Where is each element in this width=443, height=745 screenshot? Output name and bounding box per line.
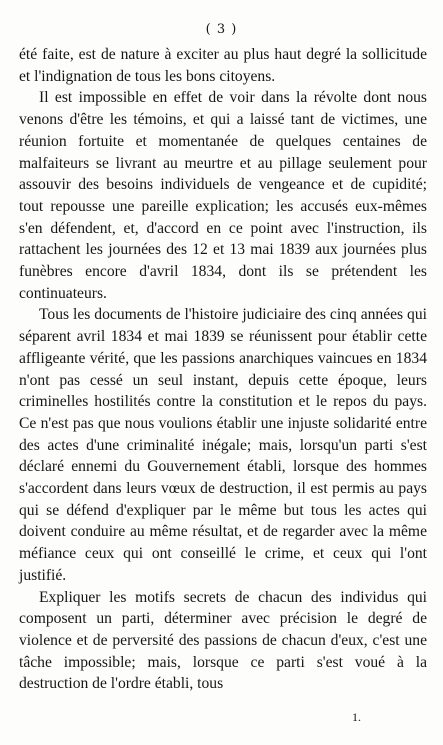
signature-mark: 1. [352, 710, 361, 724]
paragraph-continuation: été faite, est de nature à exciter au plus haut degré la sollicitude et l'indignation de tous les bons citoyens. [19, 46, 427, 85]
paragraph-3: Expliquer les motifs secrets de chacun des individus qui composent un parti, déterminer avec précision le degré de violence et de perversité des passions de chacun d'eux, c'est une tâche impossible; mais, lorsque ce parti s'est voué à la destruction de l'ordre établi, tous [19, 588, 427, 693]
page-number: ( 3 ) [205, 22, 238, 37]
body-text [19, 44, 427, 695]
paragraph-1: Il est impossible en effet de voir dans la révolte dont nous venons d'être les témoins, et qui a laissé tant de victimes, une réunion fortuite et momentanée de quelques centaines de malfaiteurs se livrant au meurtre et au pillage seulement pour assouvir des besoins individuels de vengeance et de cupidité; tout repousse une pareille explication; les accusés eux-mêmes s'en défendent, et, d'accord en ce point avec l'instruction, ils rattachent les journées des 12 et 13 mai 1839 aux journées plus funèbres encore d'avril 1834, dont ils se prétendent les continuateurs. [19, 89, 427, 302]
paragraph-2: Tous les documents de l'histoire judiciaire des cinq années qui séparent avril 1834 et mai 1839 se réunissent pour établir cette affligeante vérité, que les passions anarchiques vaincues en 1834 n'ont pas cessé un seul instant, depuis cette époque, leurs criminelles hostilités contre la constitution et le repos du pays. Ce n'est pas que nous voulions établir une injuste solidarité entre des actes d'une criminalité inégale; mais, lorsqu'un parti s'est déclaré ennemi du Gouvernement établi, lorsque des hommes s'accordent dans leurs vœux de destruction, il est permis au pays qui se défend d'expliquer par le même but tous les actes qui doivent conduire au même résultat, et de regarder avec la même méfiance ceux qui ont conseillé le crime, et ceux qui l'ont justifié. [19, 306, 427, 584]
